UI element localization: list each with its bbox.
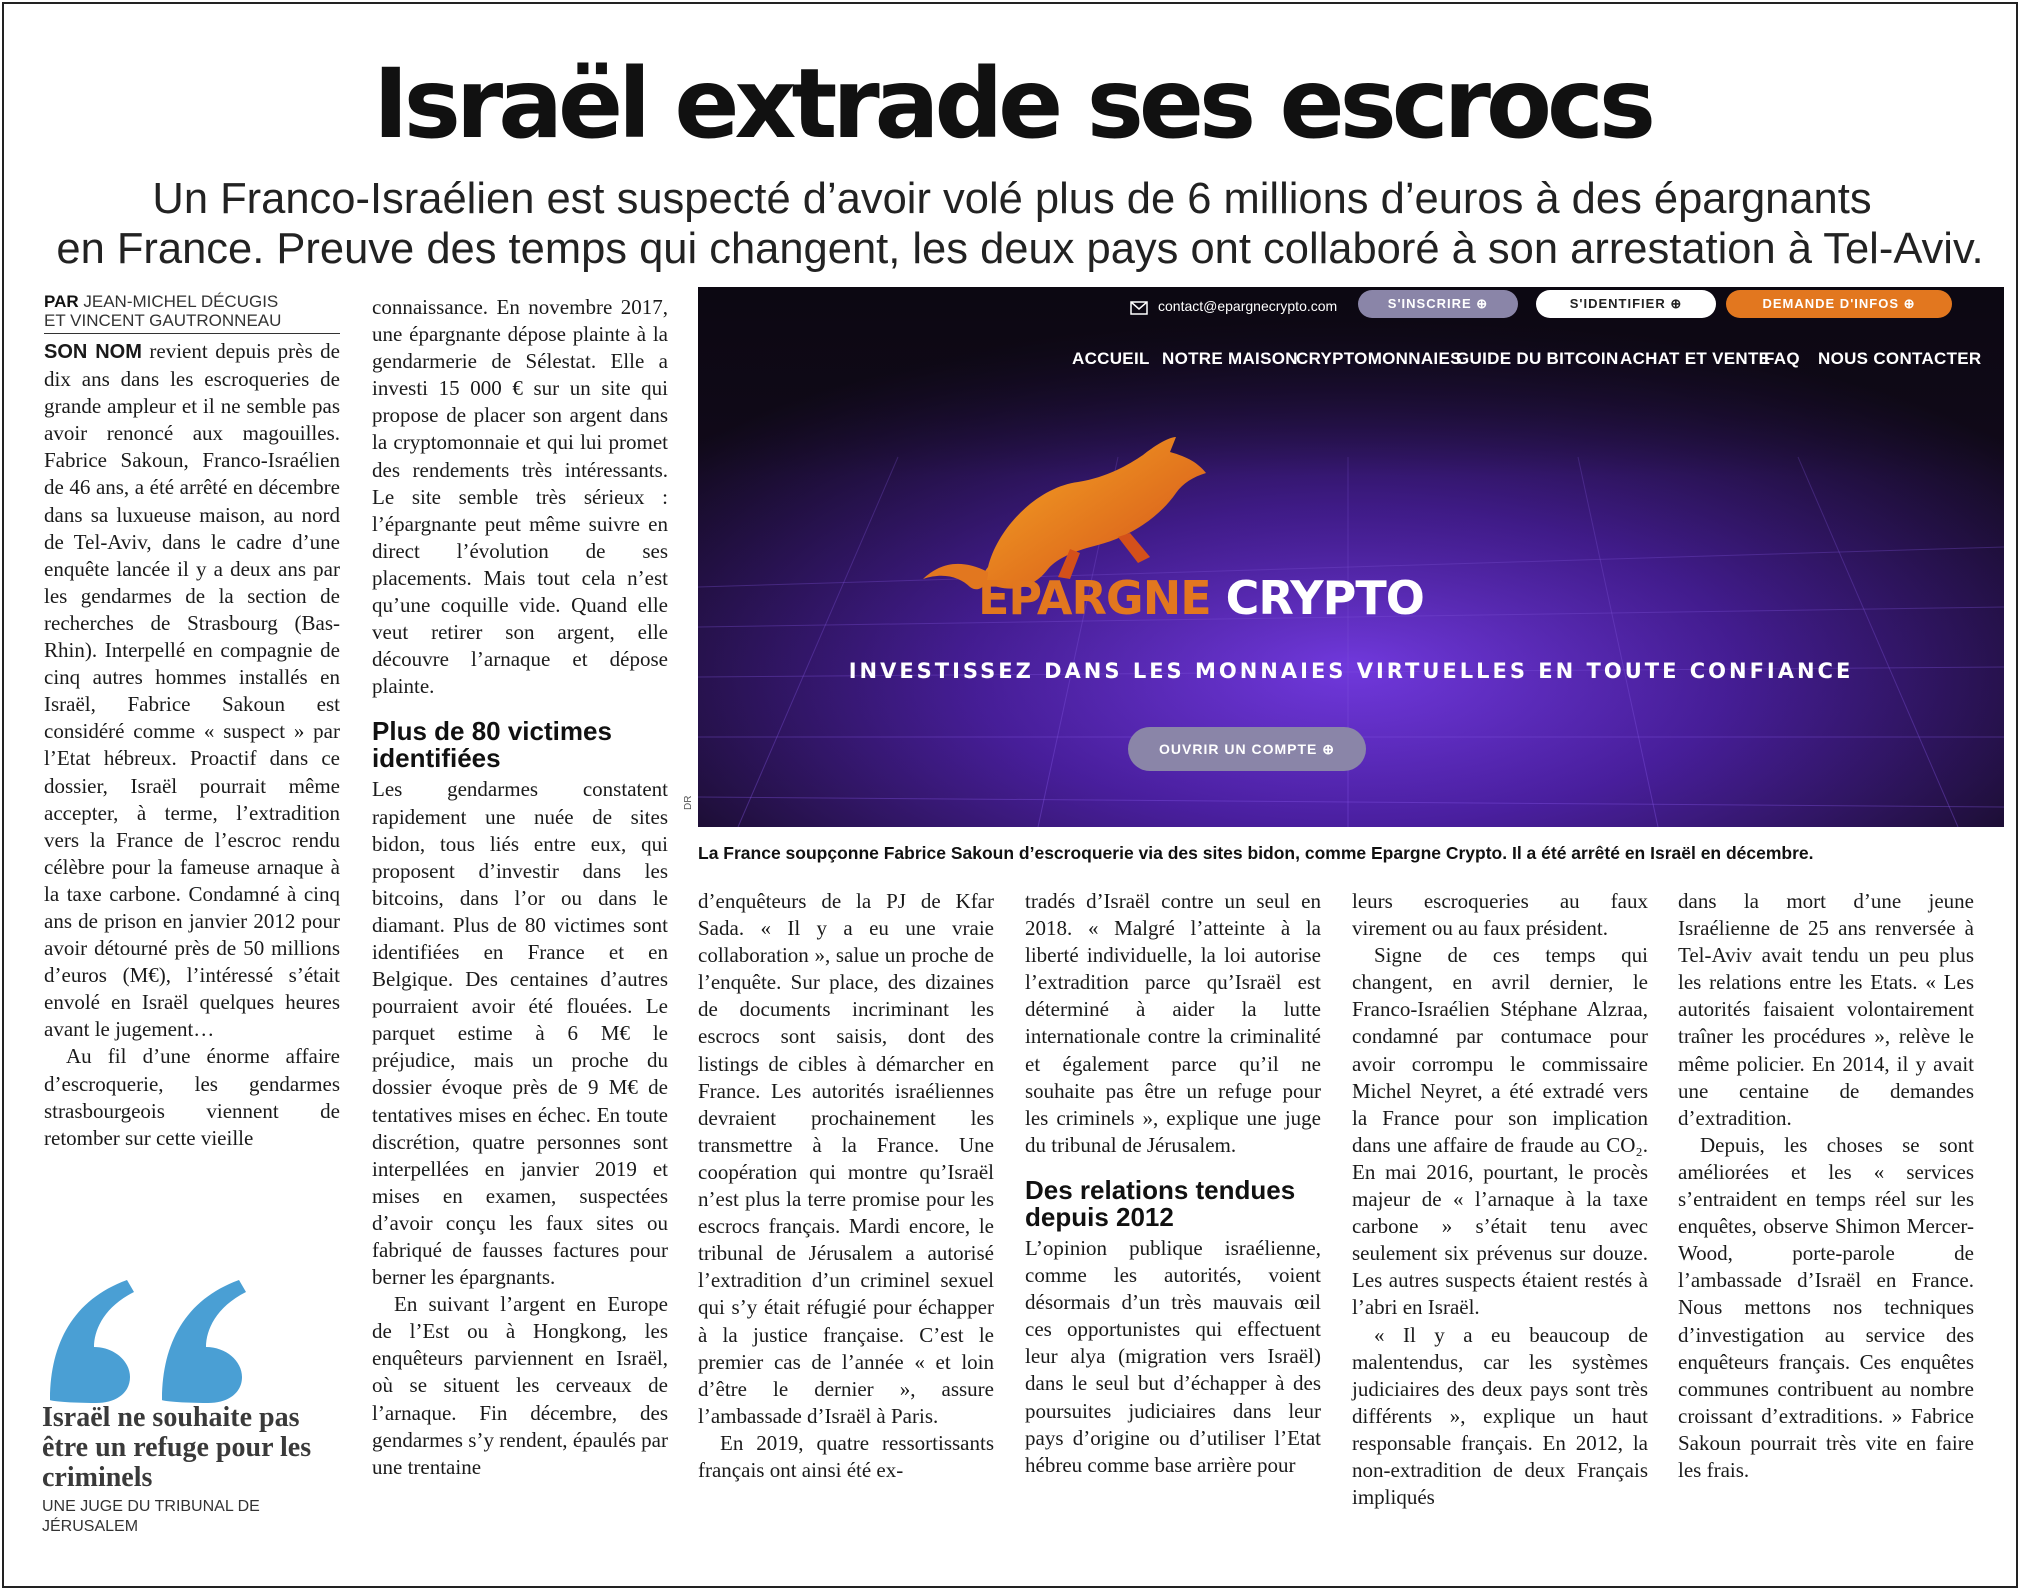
subhead: Plus de 80 victimes identifiées [372,716,612,774]
paragraph: Signe de ces temps qui changent, en avril dernier, le Franco-Israélien Stéphane Alzraa, condamné par contumace pour avoir corrompu le commissaire Michel Neyret, a été extradé vers la France pour son implication dans une affaire de fraude au CO₂. En mai 2016, pourtant, le procès majeur de « l’arnaque à la taxe carbone » s’était tenu avec seulement six prévenus sur douze. Les autres suspects étaient restés à l’abri en Israël. [1352,943,1648,1320]
signup-button[interactable]: S'INSCRIRE ⊕ [1358,290,1518,318]
paragraph: connaissance. En novembre 2017, une épargnante dépose plainte à la gendarmerie de Sélestat. Elle a investi 15 000 € sur un site qui propose de placer son argent dans la cryptomonnaie et qui lui promet des rendements très intéressants. Le site semble très sérieux : l’épargnante peut même suivre en direct l’évolution de ses placements. Mais tout cela n’est qu’une coquille vide. Quand elle veut retirer son argent, elle découvre l’arnaque et dépose plainte. [372,295,668,699]
brand-logo-text [978,571,1424,625]
paragraph [44,338,340,1043]
nav-item-faq[interactable]: FAQ [1764,349,1800,368]
paragraph: d’enquêteurs de la PJ de Kfar Sada. « Il y a eu une vraie collaboration », salue un proche de l’enquête. Sur place, des dizaines de documents incriminant les escrocs sont saisis, dont des listings de cibles à démarcher en France. Les autorités israéliennes devraient prochainement les transmettre à la France. Une coopération qui montre qu’Israël n’est plus la terre promise pour les escrocs français. Mardi encore, le tribunal de Jérusalem a autorisé l’extradition d’un criminel sexuel qui s’y était réfugié pour échapper à la justice française. C’est le premier cas de l’année « et loin d’être le dernier », assure l’ambassade d’Israël à Paris. [698,889,994,1428]
login-button[interactable]: S'IDENTIFIER ⊕ [1536,290,1716,318]
nav-item-notre-maison[interactable]: NOTRE MAISON [1162,349,1298,368]
open-account-label: OUVRIR UN COMPTE [1159,741,1318,757]
byline-prefix: PAR [44,292,79,311]
column-2 [372,294,668,1481]
info-request-button[interactable]: DEMANDE D'INFOS ⊕ [1726,290,1952,318]
byline-authors-2: ET VINCENT GAUTRONNEAU [44,311,282,330]
paragraph: En 2019, quatre ressortissants français ont ainsi été ex- [698,1430,994,1482]
nav-item-nous-contacter[interactable]: NOUS CONTACTER [1818,349,1982,368]
site-tagline: INVESTISSEZ DANS LES MONNAIES VIRTUELLES EN TOUTE CONFIANCE [848,659,1854,683]
column-3 [698,888,994,1484]
paragraph: L’opinion publique israélienne, comme les autorités, voient désormais d’un très mauvais œil ces opportunistes qui effectuent leur alya (migration vers Israël) dans le seul but d’échapper à des poursuites judiciaires dans leur pays d’origine ou d’utiliser l’Etat hébreu comme base arrière pour [1025,1235,1321,1477]
paragraph: dans la mort d’une jeune Israélienne de 25 ans renversée à Tel-Aviv avait tendu un peu plus les relations entre les Etats. « Les autorités faisaient volontairement traîner les procédures », relève le même policier. En 2014, il y avait une centaine de demandes d’extradition. [1678,889,1974,1130]
brand-part-1: EPARGNE [978,571,1211,625]
column-4 [1025,888,1321,1479]
lead-in: SON NOM [44,341,142,363]
photo-caption: La France soupçonne Fabrice Sakoun d’escroquerie via des sites bidon, comme Epargne Crypto. Il a été arrêté en Israël en décembre. [698,843,1814,863]
article-photo [698,287,2004,827]
byline [44,292,340,334]
nav-item-accueil[interactable]: ACCUEIL [1072,349,1150,368]
quote-mark-icon [42,1275,272,1405]
subhead: Des relations tendues depuis 2012 [1025,1174,1296,1232]
open-account-button[interactable]: OUVRIR UN COMPTE ⊕ [1128,727,1366,771]
info-request-label: DEMANDE D'INFOS [1762,296,1900,311]
nav-item-achat-et-vente[interactable]: ACHAT ET VENTE [1620,349,1771,368]
nav-item-cryptomonnaies[interactable]: CRYPTOMONNAIES [1296,349,1462,368]
paragraph: Au fil d’une énorme affaire d’escroquerie, les gendarmes strasbourgeois viennent de retomber sur cette vieille [44,1044,340,1150]
paragraph: En suivant l’argent en Europe de l’Est ou à Hongkong, les enquêteurs parviennent en Israël, où se situent les cerveaux de l’arnaque. Fin décembre, des gendarmes s’y rendent, épaulés par une trentaine [372,1292,668,1479]
paragraph: tradés d’Israël contre un seul en 2018. « Malgré l’atteinte à la liberté individuelle, la loi autorise l’extradition parce qu’Israël est déterminé à aider la lutte internationale contre la criminalité et également parce qu’il ne souhaite pas être un refuge pour les criminels », explique une juge du tribunal de Jérusalem. [1025,889,1321,1157]
signup-label: S'INSCRIRE [1387,296,1472,311]
headline: Israël extrade ses escrocs [372,48,1652,160]
brand-part-2: CRYPTO [1225,571,1424,625]
paragraph: Les gendarmes constatent rapidement une nuée de sites bidon, tous liés entre eux, qui proposent d’investir dans les bitcoins, dans l’or ou dans le diamant. Plus de 80 victimes sont identifiées en France et en Belgique. Des centaines d’autres pourraient avoir été flouées. Le parquet estime à 6 M€ le préjudice, mais un proche du dossier évoque près de 9 M€ de tentatives mises en échec. En toute discrétion, quatre personnes sont interpellées en janvier 2019 et mises en examen, suspectées d’avoir conçu les faux sites ou fabriqué de fausses factures pour berner les épargnants. [372,777,668,1290]
deck-line-2: en France. Preuve des temps qui changent, les deux pays ont collaboré à son arrestation à Tel-Aviv. [56,225,1984,273]
contact-email[interactable]: contact@epargnecrypto.com [1158,298,1338,314]
mail-icon [1130,301,1148,315]
column-5 [1352,888,1648,1511]
login-label: S'IDENTIFIER [1569,296,1666,311]
photo-credit: DR [683,795,694,810]
paragraph: Depuis, les choses se sont améliorées et les « services s’entraident en temps réel sur les enquêtes, observe Shimon Mercer-Wood, porte-parole de l’ambassade d’Israël en France. Nous mettons nos techniques d’investigation au service des enquêteurs français. Ces enquêtes communes contribuent au nombre croissant d’extraditions. » Fabrice Sakoun pourrait très vite en faire les frais. [1678,1132,1974,1482]
pull-quote-source: UNE JUGE DU TRIBUNAL DE JÉRUSALEM [42,1498,260,1535]
column-6 [1678,888,1974,1484]
column-1 [44,292,340,1152]
paragraph-text: revient depuis près de dix ans dans les escroqueries de grande ampleur et il ne semble pas avoir renoncé aux magouilles. Fabrice Sakoun, Franco-Israélien de 46 ans, a été arrêté en décembre dans sa luxueuse maison, au nord de Tel-Aviv, dans le cadre d’une enquête lancée il y a deux ans par les gendarmes de la section de recherches de Strasbourg (Bas-Rhin). Interpellé en compagnie de cinq autres hommes installés en Israël, Fabrice Sakoun est considéré comme « suspect » par l’Etat hébreux. Proactif dans ce dossier, Israël pourrait même accepter, à terme, l’extradition vers la France de l’escroc rendu célèbre pour la fameuse arnaque à la taxe carbone. Condamné à cinq ans de prison en janvier 2012 pour avoir détourné près de 50 millions d’euros (M€), l’intéressé s’était envolé en Israël quelques heures avant le jugement… [44,339,340,1042]
byline-authors-1: JEAN-MICHEL DÉCUGIS [83,292,279,311]
paragraph: leurs escroqueries au faux virement ou au faux président. [1352,889,1648,941]
nav-item-guide-du-bitcoin[interactable]: GUIDE DU BITCOIN [1456,349,1619,368]
paragraph: « Il y a eu beaucoup de malentendus, car les systèmes judiciaires des deux pays sont très différents », explique un haut responsable français. En 2012, la non-extradition de deux Français impliqués [1352,1322,1648,1510]
pull-quote: Israël ne souhaite pas être un refuge pour les criminels [42,1402,312,1493]
deck-line-1: Un Franco-Israélien est suspecté d’avoir volé plus de 6 millions d’euros à des épargnants [152,175,1872,223]
